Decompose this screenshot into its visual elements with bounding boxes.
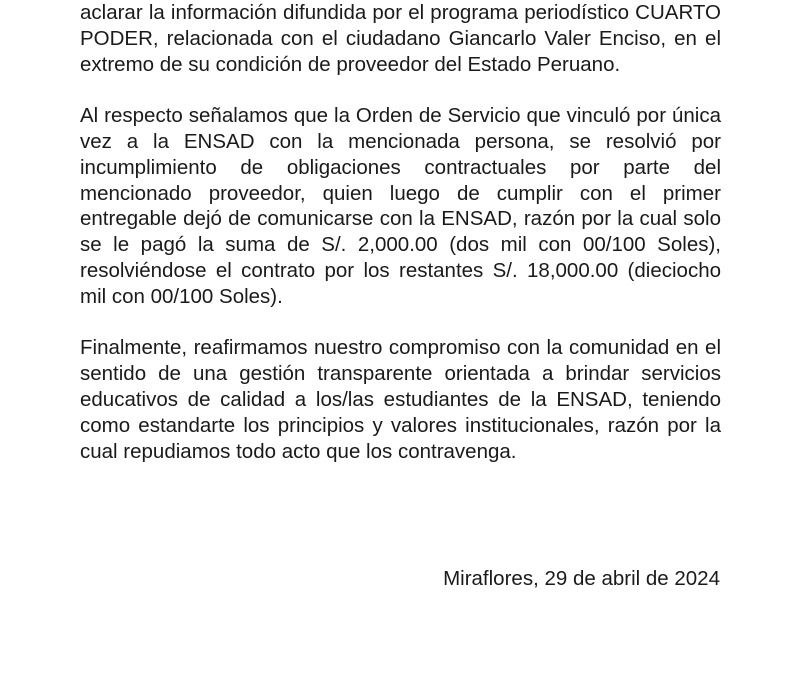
paragraph-service-order: Al respecto señalamos que la Orden de Servicio que vinculó por única vez a la ENSAD con la mencionada persona, se resolvió por incumplimiento de obligaciones contractuales por parte del mencionado proveedor, quien luego de cumplir con el primer entregable dejó de comunicarse con la ENSAD, razón por la cual solo se le pagó la suma de S/. 2,000.00 (dos mil con 00/100 Soles), resolviéndose el contrato por los restantes S/. 18,000.00 (dieciocho mil con 00/100 Soles). bbox=[80, 104, 721, 308]
document-body bbox=[80, 0, 721, 464]
paragraph-commitment: Finalmente, reafirmamos nuestro compromiso con la comunidad en el sentido de una gestión transparente orientada a brindar servicios educativos de calidad a los/las estudiantes de la ENSAD, teniendo como estandarte los principios y valores institucionales, razón por la cual repudiamos todo acto que los contravenga. bbox=[80, 336, 721, 463]
paragraph-clarification: aclarar la información difundida por el programa periodístico CUARTO PODER, relacionada con el ciudadano Giancarlo Valer Enciso, en el extremo de su condición de proveedor del Estado Peruano. bbox=[80, 1, 721, 76]
place-and-date: Miraflores, 29 de abril de 2024 bbox=[443, 567, 720, 590]
